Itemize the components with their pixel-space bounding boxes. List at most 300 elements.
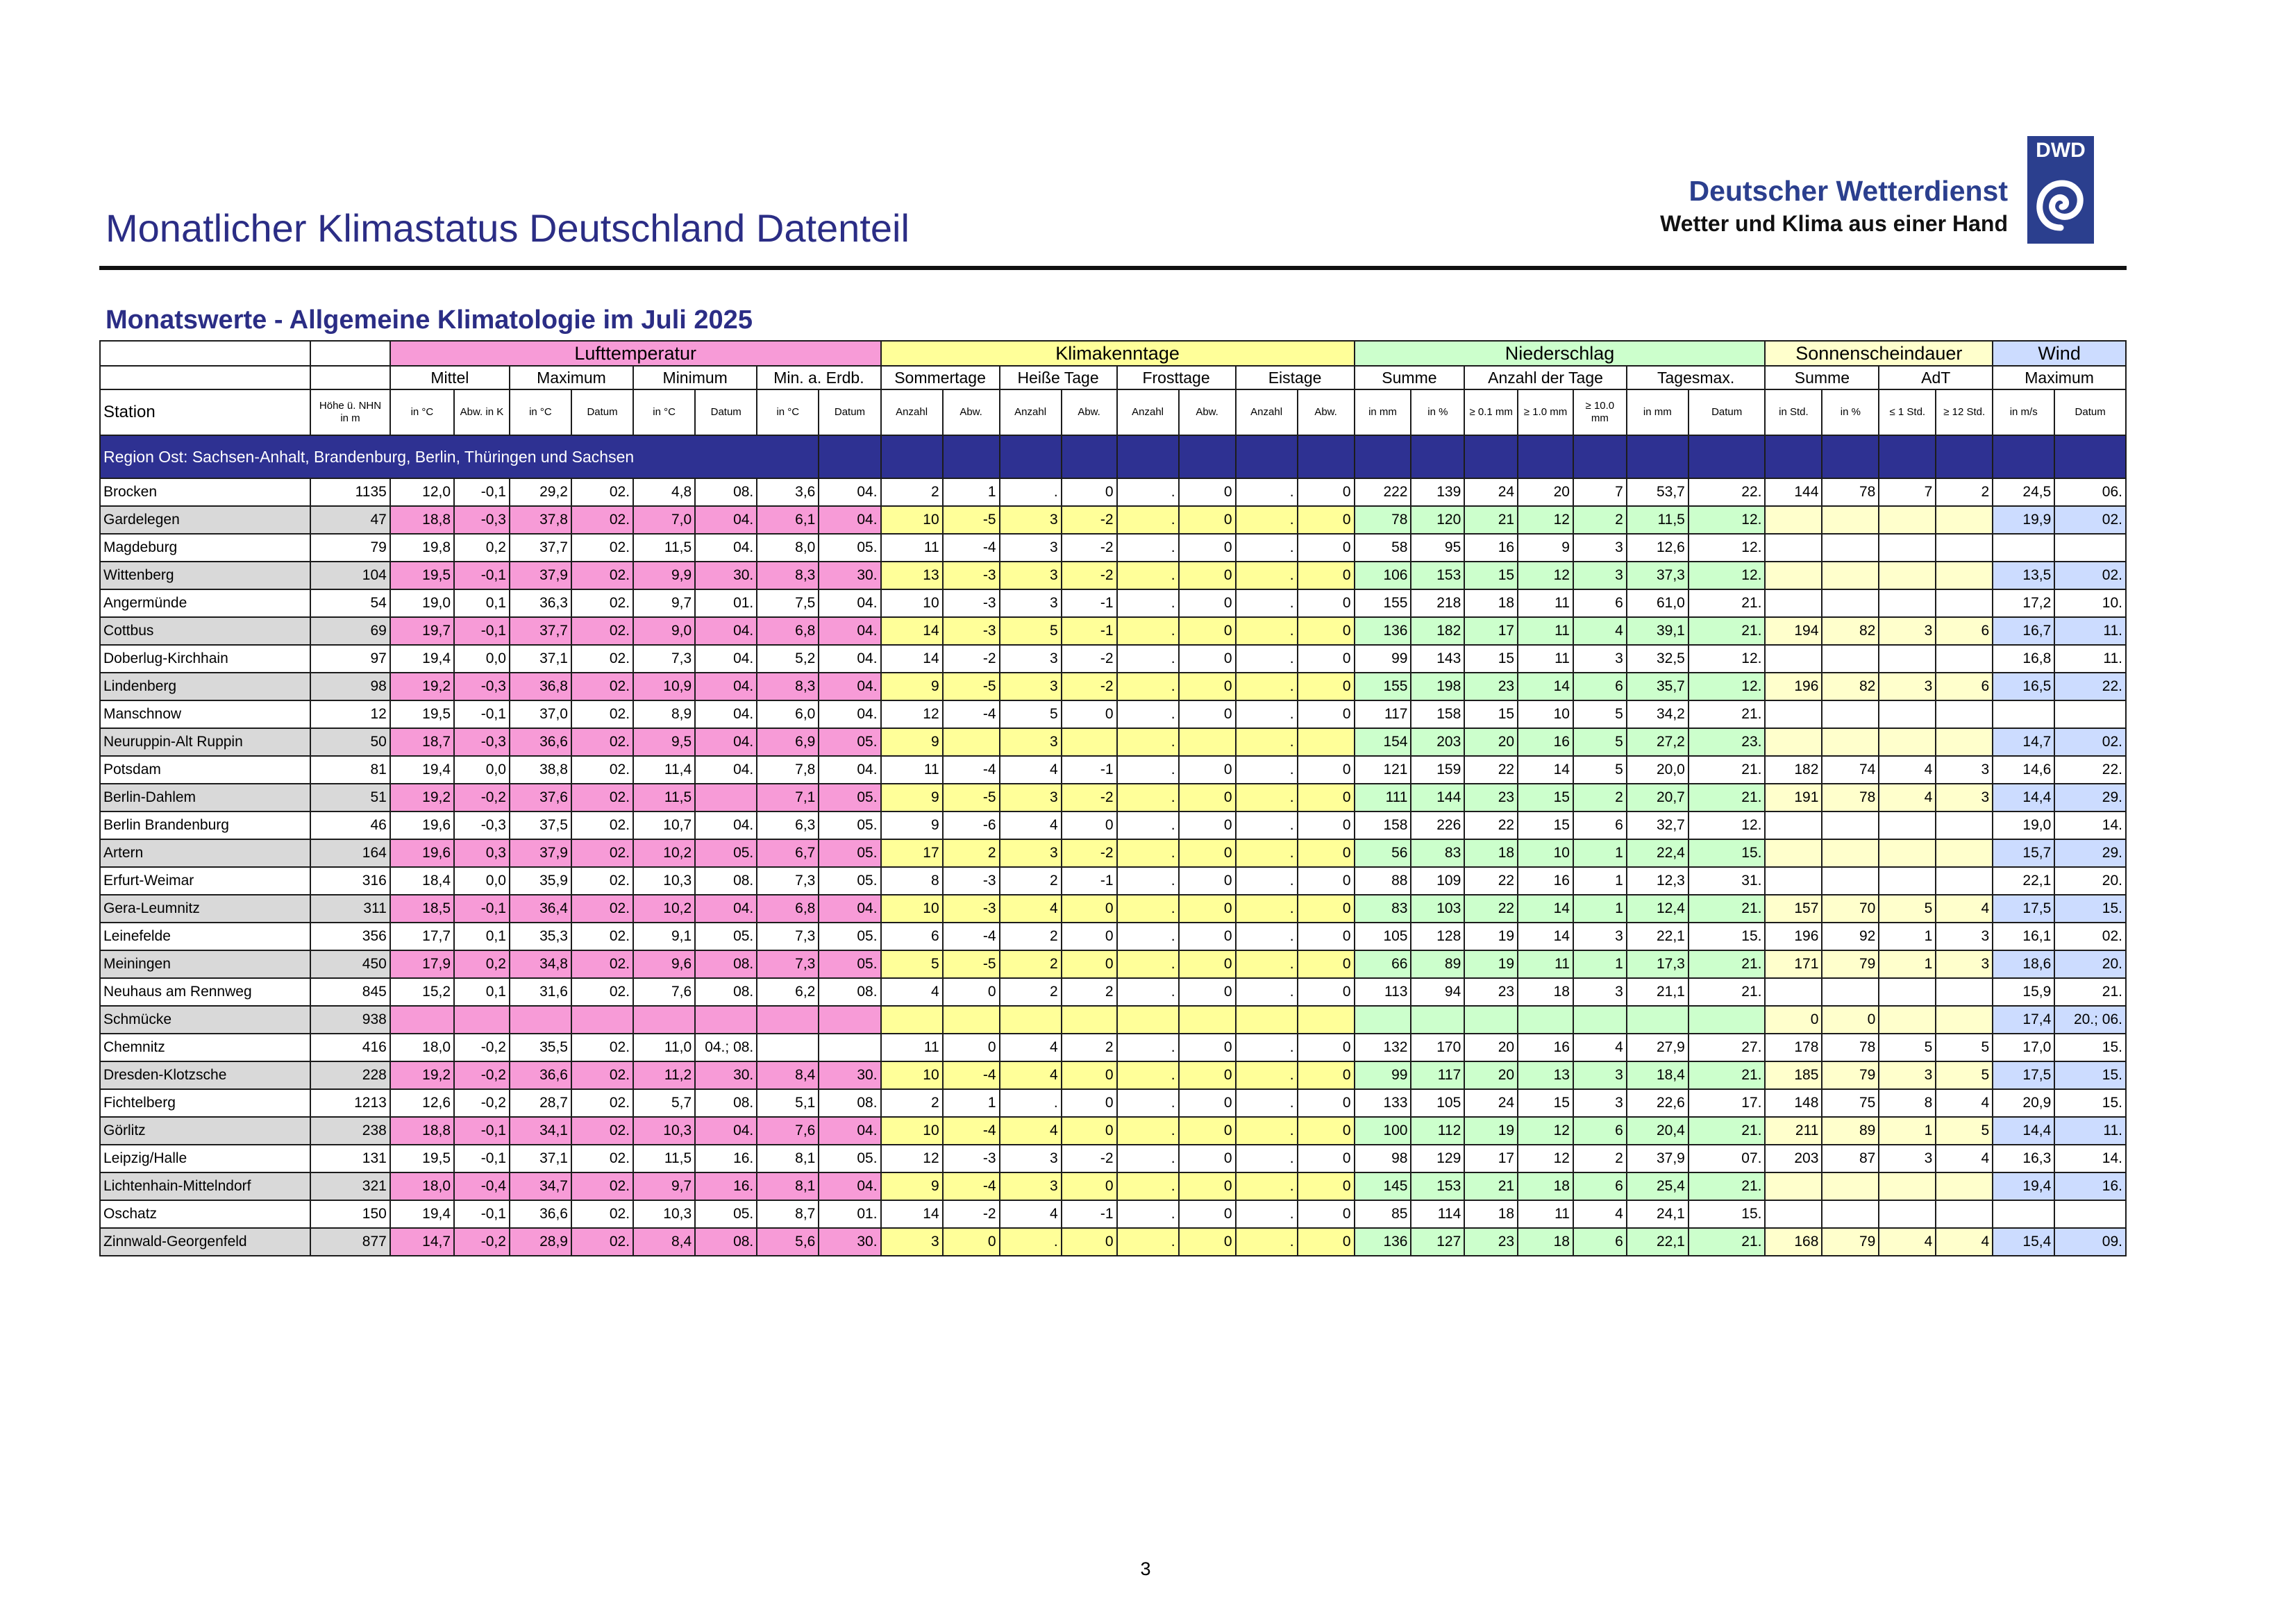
data-cell: -2 (1062, 784, 1117, 812)
unit-header: Abw. (1298, 389, 1355, 435)
data-cell: 22,6 (1627, 1089, 1689, 1117)
data-cell: 7,0 (633, 506, 695, 534)
data-cell: 54 (310, 589, 390, 617)
data-cell (1765, 978, 1822, 1006)
data-cell: 0 (1298, 673, 1355, 700)
data-cell: 78 (1355, 506, 1411, 534)
data-cell: 36,6 (510, 728, 571, 756)
data-cell: 0 (1298, 1172, 1355, 1200)
data-cell: . (1236, 589, 1298, 617)
data-cell: 18 (1518, 1228, 1573, 1256)
data-cell: 133 (1355, 1089, 1411, 1117)
data-cell: 7,3 (633, 645, 695, 673)
data-cell: 105 (1355, 923, 1411, 950)
region-filler (1298, 435, 1355, 478)
data-cell: 02. (2054, 506, 2126, 534)
data-cell: 3 (1000, 784, 1062, 812)
station-header: Station (100, 389, 310, 435)
data-cell: 0 (1062, 1172, 1117, 1200)
data-cell: . (1236, 978, 1298, 1006)
data-cell (1822, 978, 1879, 1006)
data-cell (695, 1006, 757, 1034)
sub-header: Heiße Tage (1000, 366, 1117, 389)
data-cell: 0 (943, 1034, 1000, 1061)
unit-header: in °C (390, 389, 454, 435)
data-cell: 0 (1298, 478, 1355, 506)
data-cell: 98 (1355, 1145, 1411, 1172)
data-cell: -4 (943, 923, 1000, 950)
station-name: Görlitz (100, 1117, 310, 1145)
data-cell: 19,5 (390, 562, 454, 589)
data-cell: 02. (571, 673, 633, 700)
data-cell: 4 (1879, 784, 1936, 812)
data-cell: 02. (571, 839, 633, 867)
data-cell: 0 (1298, 1117, 1355, 1145)
data-cell: 8,3 (757, 562, 819, 589)
data-cell: 3,6 (757, 478, 819, 506)
data-cell (1765, 1200, 1822, 1228)
data-cell: 20,4 (1627, 1117, 1689, 1145)
data-cell: 4,8 (633, 478, 695, 506)
data-cell (571, 1006, 633, 1034)
data-cell: 9,5 (633, 728, 695, 756)
data-cell: -1 (1062, 1200, 1117, 1228)
data-cell: 19,9 (1993, 506, 2054, 534)
data-cell: 04. (819, 645, 880, 673)
data-cell: 159 (1411, 756, 1464, 784)
data-cell: 35,5 (510, 1034, 571, 1061)
data-cell (1062, 728, 1117, 756)
data-cell: 12,6 (390, 1089, 454, 1117)
data-cell: -5 (943, 784, 1000, 812)
data-cell: 12,3 (1627, 867, 1689, 895)
sub-header: Tagesmax. (1627, 366, 1766, 389)
data-cell: 5 (1000, 700, 1062, 728)
data-cell: 8 (881, 867, 943, 895)
data-cell: 218 (1411, 589, 1464, 617)
data-cell: 89 (1822, 1117, 1879, 1145)
data-cell: 12. (1689, 506, 1766, 534)
data-cell: . (1236, 812, 1298, 839)
data-cell: 4 (1936, 1089, 1993, 1117)
data-cell: -0,1 (454, 1117, 510, 1145)
data-cell: 0 (1298, 784, 1355, 812)
table-row (100, 562, 2126, 589)
data-cell: 6,2 (757, 978, 819, 1006)
data-cell: 85 (1355, 1200, 1411, 1228)
data-cell: 0 (1298, 895, 1355, 923)
data-cell: 04. (695, 700, 757, 728)
data-cell: 2 (1573, 506, 1627, 534)
region-filler (943, 435, 1000, 478)
data-cell: 10,3 (633, 1200, 695, 1228)
data-cell: 0 (1179, 589, 1236, 617)
data-cell: 31. (1689, 867, 1766, 895)
data-cell: 0 (1062, 812, 1117, 839)
data-cell: 24,1 (1627, 1200, 1689, 1228)
data-cell: 05. (819, 1145, 880, 1172)
data-cell: 16 (1518, 728, 1573, 756)
data-cell: 04.; 08. (695, 1034, 757, 1061)
data-cell: 11,5 (633, 534, 695, 562)
data-cell: 08. (695, 478, 757, 506)
data-cell: -4 (943, 1172, 1000, 1200)
region-filler (1518, 435, 1573, 478)
data-cell: 11 (1518, 950, 1573, 978)
table-row (100, 478, 2126, 506)
station-name: Fichtelberg (100, 1089, 310, 1117)
data-cell: 106 (1355, 562, 1411, 589)
document-title: Monatlicher Klimastatus Deutschland Datenteil (106, 206, 910, 250)
data-cell: 3 (1000, 673, 1062, 700)
data-cell (1236, 1006, 1298, 1034)
data-cell: . (1117, 1200, 1179, 1228)
data-cell: 129 (1411, 1145, 1464, 1172)
data-cell: 0 (1298, 700, 1355, 728)
data-cell: 21. (1689, 950, 1766, 978)
region-filler (881, 435, 943, 478)
data-cell: 08. (695, 978, 757, 1006)
table-row (100, 1172, 2126, 1200)
data-cell: 3 (1936, 923, 1993, 950)
data-cell (1765, 589, 1822, 617)
data-cell: 0 (1179, 1145, 1236, 1172)
data-cell: 12. (1689, 562, 1766, 589)
data-cell: 11 (1518, 589, 1573, 617)
data-cell: 99 (1355, 1061, 1411, 1089)
data-cell: . (1236, 895, 1298, 923)
data-cell: 18 (1464, 589, 1518, 617)
data-cell: 10 (1518, 839, 1573, 867)
data-cell: 16,8 (1993, 645, 2054, 673)
data-cell (1879, 867, 1936, 895)
data-cell: . (1236, 645, 1298, 673)
data-cell: 203 (1411, 728, 1464, 756)
data-cell: 3 (1573, 978, 1627, 1006)
data-cell: . (1236, 950, 1298, 978)
data-cell (1765, 534, 1822, 562)
data-cell (2054, 534, 2126, 562)
data-cell: 6,7 (757, 839, 819, 867)
data-cell (1936, 700, 1993, 728)
data-cell: 0 (1179, 978, 1236, 1006)
data-cell: 11,0 (633, 1034, 695, 1061)
data-cell: 23 (1464, 1228, 1518, 1256)
data-cell: 0 (1179, 756, 1236, 784)
group-header: Lufttemperatur (390, 341, 881, 366)
data-cell: 132 (1355, 1034, 1411, 1061)
data-cell: 61,0 (1627, 589, 1689, 617)
data-cell: 10 (881, 1117, 943, 1145)
data-cell: 4 (1000, 1117, 1062, 1145)
data-cell: -3 (943, 617, 1000, 645)
data-cell: 321 (310, 1172, 390, 1200)
page-number: 3 (1140, 1558, 1151, 1579)
data-cell: 121 (1355, 756, 1411, 784)
table-row (100, 895, 2126, 923)
station-name: Berlin Brandenburg (100, 812, 310, 839)
data-cell: 02. (571, 756, 633, 784)
data-cell: 18,5 (390, 895, 454, 923)
data-cell (1936, 645, 1993, 673)
data-cell (1411, 1006, 1464, 1034)
data-cell: 17. (1689, 1089, 1766, 1117)
data-cell: 7,5 (757, 589, 819, 617)
data-cell: 10 (881, 1061, 943, 1089)
data-cell (633, 1006, 695, 1034)
region-filler (1573, 435, 1627, 478)
data-cell: . (1236, 562, 1298, 589)
data-cell: 98 (310, 673, 390, 700)
title-divider (99, 266, 2127, 270)
data-cell: -2 (1062, 562, 1117, 589)
data-cell: 15 (1518, 812, 1573, 839)
data-cell: 04. (819, 673, 880, 700)
data-cell: 238 (310, 1117, 390, 1145)
data-cell: 0 (1298, 617, 1355, 645)
data-cell: 203 (1765, 1145, 1822, 1172)
data-cell: 3 (881, 1228, 943, 1256)
data-cell: 2 (881, 1089, 943, 1117)
data-cell: 9 (881, 728, 943, 756)
data-cell: 3 (1879, 617, 1936, 645)
data-cell: 2 (881, 478, 943, 506)
data-cell: 17,5 (1993, 1061, 2054, 1089)
data-cell: 58 (1355, 534, 1411, 562)
region-filler (1117, 435, 1179, 478)
data-cell: 0 (1179, 923, 1236, 950)
data-cell: 15,2 (390, 978, 454, 1006)
data-cell: 0 (1179, 506, 1236, 534)
data-cell: 08. (695, 1228, 757, 1256)
data-cell: 3 (1000, 506, 1062, 534)
data-cell: 11 (881, 756, 943, 784)
data-cell: -0,2 (454, 1089, 510, 1117)
region-filler (1464, 435, 1518, 478)
station-name: Leinefelde (100, 923, 310, 950)
data-cell: 0,0 (454, 867, 510, 895)
data-cell: 0 (1179, 700, 1236, 728)
data-cell: 4 (1000, 756, 1062, 784)
data-cell: 13 (1518, 1061, 1573, 1089)
data-cell (1936, 728, 1993, 756)
data-cell: -3 (943, 895, 1000, 923)
data-cell: 95 (1411, 534, 1464, 562)
data-cell: 0 (1062, 478, 1117, 506)
data-cell: 20. (2054, 950, 2126, 978)
data-cell: 3 (1573, 1089, 1627, 1117)
data-cell: 7 (1879, 478, 1936, 506)
data-cell: 3 (1936, 950, 1993, 978)
data-cell (1765, 506, 1822, 534)
data-cell: 0 (1062, 923, 1117, 950)
data-cell: . (1117, 1228, 1179, 1256)
data-cell (1936, 1006, 1993, 1034)
data-cell: 0 (1062, 1117, 1117, 1145)
data-cell: 0,1 (454, 589, 510, 617)
data-cell: 11,5 (633, 1145, 695, 1172)
data-cell (1936, 867, 1993, 895)
blank-header-cell (310, 341, 390, 366)
data-cell: 12. (1689, 812, 1766, 839)
table-row (100, 1117, 2126, 1145)
data-cell (757, 1034, 819, 1061)
data-cell: 128 (1411, 923, 1464, 950)
data-cell: -5 (943, 950, 1000, 978)
data-cell: 34,2 (1627, 700, 1689, 728)
data-cell (1765, 867, 1822, 895)
data-cell: 37,8 (510, 506, 571, 534)
data-cell: . (1236, 1145, 1298, 1172)
data-cell: 19,2 (390, 784, 454, 812)
data-cell: -2 (1062, 839, 1117, 867)
data-cell: 05. (819, 784, 880, 812)
data-cell: 37,9 (1627, 1145, 1689, 1172)
data-cell: 0 (1298, 1034, 1355, 1061)
data-cell: 12. (1689, 534, 1766, 562)
data-cell: 01. (695, 589, 757, 617)
station-name: Artern (100, 839, 310, 867)
data-cell: 196 (1765, 923, 1822, 950)
data-cell: 20 (1464, 1061, 1518, 1089)
data-cell: 11 (1518, 1200, 1573, 1228)
table-row (100, 1089, 2126, 1117)
data-cell: -3 (943, 562, 1000, 589)
data-cell: 15,4 (1993, 1228, 2054, 1256)
data-cell: -0,3 (454, 812, 510, 839)
data-cell: 15. (2054, 1089, 2126, 1117)
data-cell: -0,2 (454, 1228, 510, 1256)
data-cell: 15 (1464, 562, 1518, 589)
data-cell: 16,1 (1993, 923, 2054, 950)
data-cell: . (1236, 867, 1298, 895)
data-cell: 14 (1518, 923, 1573, 950)
data-cell: 20.; 06. (2054, 1006, 2126, 1034)
data-cell: . (1117, 839, 1179, 867)
data-cell (1822, 728, 1879, 756)
data-cell: 117 (1411, 1061, 1464, 1089)
data-cell: 0 (1765, 1006, 1822, 1034)
sub-header: Summe (1765, 366, 1879, 389)
data-cell: 08. (819, 1089, 880, 1117)
data-cell: 20 (1518, 478, 1573, 506)
data-cell: 35,9 (510, 867, 571, 895)
data-cell: 6,8 (757, 895, 819, 923)
data-cell: 15,9 (1993, 978, 2054, 1006)
data-cell: 3 (1000, 728, 1062, 756)
data-cell: 144 (1411, 784, 1464, 812)
data-cell: 0,0 (454, 645, 510, 673)
data-cell: -4 (943, 700, 1000, 728)
data-cell: 4 (1000, 1061, 1062, 1089)
data-cell: 04. (695, 895, 757, 923)
data-cell: . (1236, 617, 1298, 645)
unit-header: ≥ 1.0 mm (1518, 389, 1573, 435)
data-cell: 0 (1298, 756, 1355, 784)
data-cell: 15. (1689, 923, 1766, 950)
data-cell: . (1117, 812, 1179, 839)
table-row (100, 1034, 2126, 1061)
data-cell: 27,9 (1627, 1034, 1689, 1061)
data-cell: . (1117, 700, 1179, 728)
data-cell: 416 (310, 1034, 390, 1061)
data-cell: 11. (2054, 617, 2126, 645)
data-cell: 11,2 (633, 1061, 695, 1089)
station-name: Magdeburg (100, 534, 310, 562)
data-cell (1993, 700, 2054, 728)
data-cell: 111 (1355, 784, 1411, 812)
data-cell: 154 (1355, 728, 1411, 756)
data-cell: 01. (819, 1200, 880, 1228)
data-cell: -2 (1062, 645, 1117, 673)
data-cell: 3 (1573, 923, 1627, 950)
data-cell: 9,1 (633, 923, 695, 950)
data-cell: 17,3 (1627, 950, 1689, 978)
data-cell: 37,9 (510, 562, 571, 589)
data-cell: 6,0 (757, 700, 819, 728)
data-cell: 22,1 (1993, 867, 2054, 895)
data-cell: -1 (1062, 756, 1117, 784)
data-cell: 148 (1765, 1089, 1822, 1117)
unit-header: in % (1411, 389, 1464, 435)
climate-data-table (99, 340, 2127, 1256)
data-cell: 153 (1411, 1172, 1464, 1200)
data-cell: 0 (943, 1228, 1000, 1256)
data-cell: 18 (1464, 1200, 1518, 1228)
unit-header: Höhe ü. NHN in m (310, 389, 390, 435)
table-row (100, 589, 2126, 617)
data-cell: 11 (1518, 617, 1573, 645)
data-cell: 3 (1000, 645, 1062, 673)
data-cell: 19 (1464, 1117, 1518, 1145)
data-cell: 04. (695, 645, 757, 673)
data-cell: 29,2 (510, 478, 571, 506)
data-cell: 3 (1573, 1061, 1627, 1089)
data-cell: 22,4 (1627, 839, 1689, 867)
data-cell: 0 (1179, 645, 1236, 673)
data-cell: 9,7 (633, 1172, 695, 1200)
data-cell: 08. (695, 867, 757, 895)
data-cell: -0,3 (454, 506, 510, 534)
data-cell: . (1236, 700, 1298, 728)
data-cell: 32,5 (1627, 645, 1689, 673)
data-cell: -0,1 (454, 478, 510, 506)
data-cell (1355, 1006, 1411, 1034)
data-cell: 14 (1518, 756, 1573, 784)
group-header: Klimakenntage (881, 341, 1355, 366)
data-cell: 19,2 (390, 1061, 454, 1089)
data-cell: 2 (1573, 1145, 1627, 1172)
unit-header: Datum (695, 389, 757, 435)
data-cell: . (1117, 1172, 1179, 1200)
data-cell: . (1236, 1200, 1298, 1228)
data-cell: -2 (1062, 506, 1117, 534)
table-row (100, 1006, 2126, 1034)
data-cell: . (1117, 950, 1179, 978)
data-cell: 0,1 (454, 978, 510, 1006)
data-cell: 05. (695, 923, 757, 950)
data-cell: 164 (310, 839, 390, 867)
data-cell: 12,6 (1627, 534, 1689, 562)
data-cell: 32,7 (1627, 812, 1689, 839)
data-cell (1879, 978, 1936, 1006)
data-cell: 02. (571, 506, 633, 534)
data-cell: 226 (1411, 812, 1464, 839)
data-cell: 02. (571, 534, 633, 562)
data-cell (1000, 1006, 1062, 1034)
data-cell: 20 (1464, 1034, 1518, 1061)
data-cell: 19,6 (390, 812, 454, 839)
